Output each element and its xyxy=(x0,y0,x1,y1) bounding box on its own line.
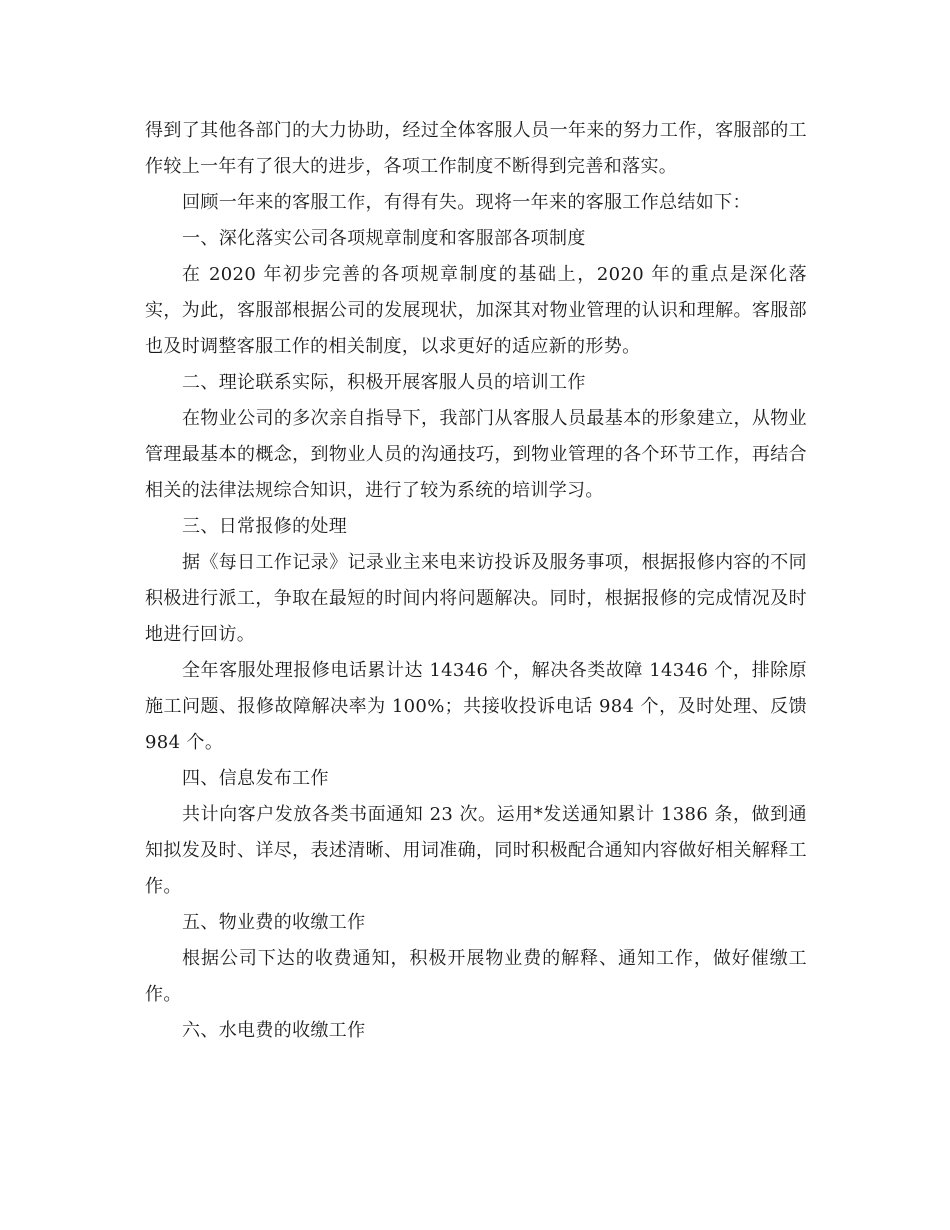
paragraph-4: 在物业公司的多次亲自指导下，我部门从客服人员最基本的形象建立，从物业管理最基本的概念，到物业人员的沟通技巧，到物业管理的各个环节工作，再结合相关的法律法规综合知识，进行了较为系统的培训学习。 xyxy=(145,408,807,501)
document-page xyxy=(145,113,807,1049)
section-heading-4: 四、信息发布工作 xyxy=(182,768,329,789)
section-heading-1: 一、深化落实公司各项规章制度和客服部各项制度 xyxy=(182,228,586,249)
paragraph-3: 在 2020 年初步完善的各项规章制度的基础上，2020 年的重点是深化落实，为此，客服部根据公司的发展现状，加深其对物业管理的认识和理解。客服部也及时调整客服工作的相关制度，以求更好的适应新的形势。 xyxy=(145,264,807,357)
paragraph-8: 根据公司下达的收费通知，积极开展物业费的解释、通知工作，做好催缴工作。 xyxy=(145,948,807,1005)
section-heading-6: 六、水电费的收缴工作 xyxy=(182,1020,366,1041)
section-heading-5: 五、物业费的收缴工作 xyxy=(182,912,366,933)
paragraph-1: 得到了其他各部门的大力协助，经过全体客服人员一年来的努力工作，客服部的工作较上一年有了很大的进步，各项工作制度不断得到完善和落实。 xyxy=(145,120,807,177)
section-heading-3: 三、日常报修的处理 xyxy=(182,516,348,537)
paragraph-7: 共计向客户发放各类书面通知 23 次。运用*发送通知累计 1386 条，做到通知拟发及时、详尽，表述清晰、用词准确，同时积极配合通知内容做好相关解释工作。 xyxy=(145,804,807,897)
paragraph-2: 回顾一年来的客服工作，有得有失。现将一年来的客服工作总结如下： xyxy=(182,192,751,213)
paragraph-6: 全年客服处理报修电话累计达 14346 个，解决各类故障 14346 个，排除原施工问题、报修故障解决率为 100%；共接收投诉电话 984 个，及时处理、反馈 984 个。 xyxy=(145,660,807,753)
paragraph-5: 据《每日工作记录》记录业主来电来访投诉及服务事项，根据报修内容的不同积极进行派工，争取在最短的时间内将问题解决。同时，根据报修的完成情况及时地进行回访。 xyxy=(145,552,807,645)
section-heading-2: 二、理论联系实际，积极开展客服人员的培训工作 xyxy=(182,372,586,393)
